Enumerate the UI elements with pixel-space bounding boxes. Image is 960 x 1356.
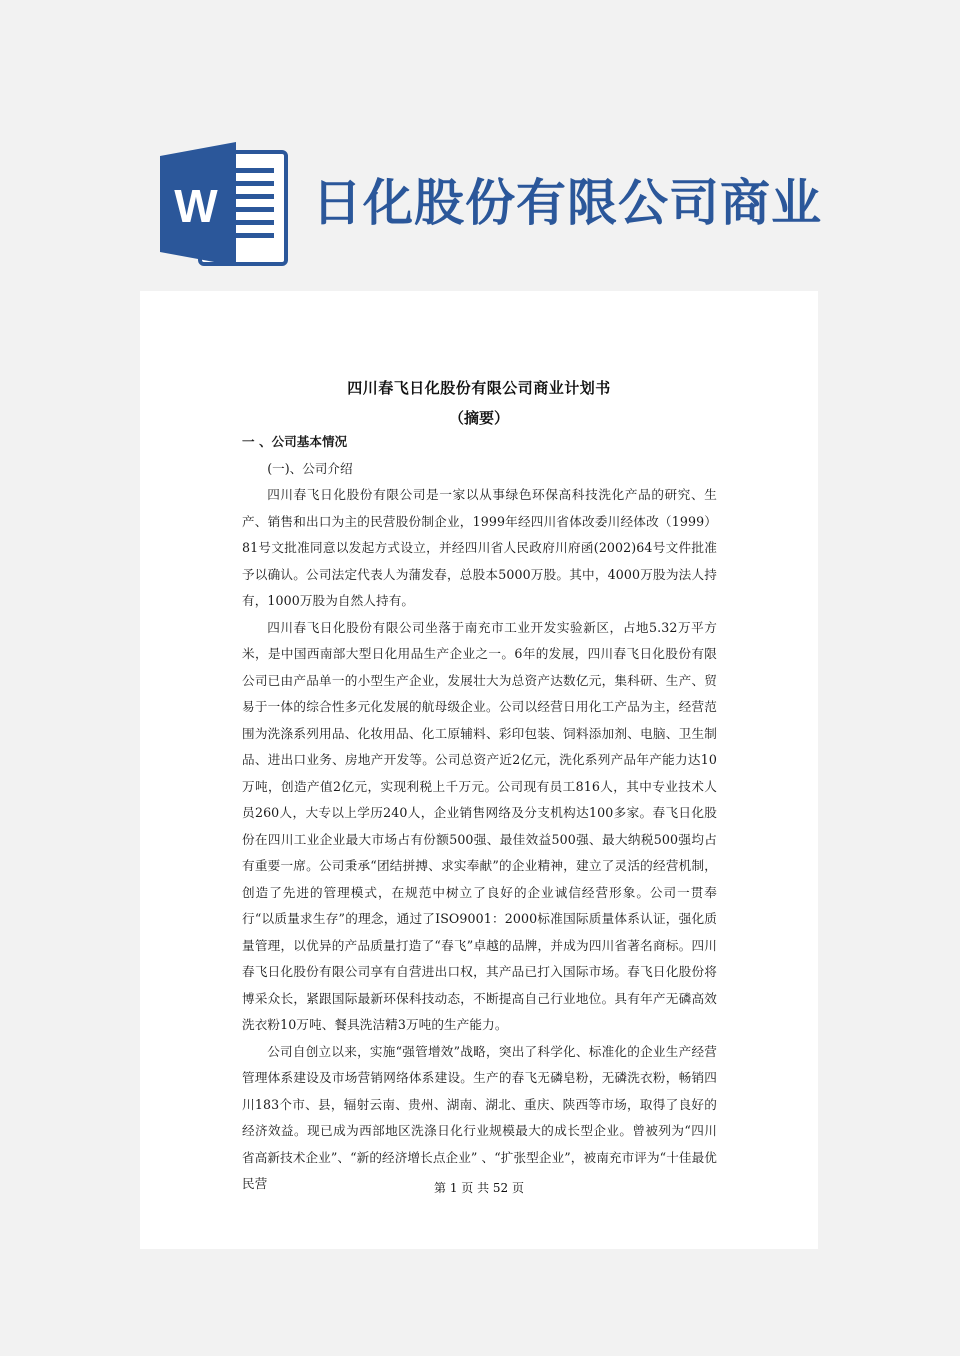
paragraph-3: 公司自创立以来，实施“强管增效”战略，突出了科学化、标准化的企业生产经营管理体系建设及市场营销网络体系建设。生产的春飞无磷皂粉，无磷洗衣粉，畅销四川183个市、县，辐射云南、贵州、湖南、湖北、重庆、陕西等市场，取得了良好的经济效益。现已成为西部地区洗涤日化行业规模最大的成长型企业。曾被列为“四川省高新技术企业”、“新的经济增长点企业” 、“扩张型企业”，被南充市评为“十佳最优民营	[242, 1043, 717, 1191]
document-subtitle: （摘要）	[448, 409, 509, 427]
word-icon-letter: W	[174, 180, 218, 232]
paragraph-1: 四川春飞日化股份有限公司是一家以从事绿色环保高科技洗化产品的研究、生产、销售和出口为主的民营股份制企业，1999年经四川省体改委川经体改（1999）81号文批准同意以发起方式设立，并经四川省人民政府川府函(2002)64号文件批准予以确认。公司法定代表人为蒲发春，总股本5000万股。其中，4000万股为法人持有，1000万股为自然人持有。	[242, 487, 717, 608]
header-banner	[0, 0, 960, 290]
document-page	[140, 291, 818, 1249]
word-document-icon	[160, 140, 288, 268]
banner-title: 日化股份有限公司商业	[312, 174, 822, 232]
subsection-heading: (一)、公司介绍	[267, 460, 353, 476]
page-footer: 第 1 页 共 52 页	[434, 1181, 524, 1195]
document-title: 四川春飞日化股份有限公司商业计划书	[347, 379, 611, 397]
paragraph-2: 四川春飞日化股份有限公司坐落于南充市工业开发实验新区，占地5.32万平方米，是中国西南部大型日化用品生产企业之一。6年的发展，四川春飞日化股份有限公司已由产品单一的小型生产企业，发展壮大为总资产达数亿元，集科研、生产、贸易于一体的综合性多元化发展的航母级企业。公司以经营日用化工产品为主，经营范围为洗涤系列用品、化妆用品、化工原辅料、彩印包装、饲料添加剂、电脑、卫生制品、进出口业务、房地产开发等。公司总资产近2亿元，洗化系列产品年产能力达10万吨，创造产值2亿元，实现利税上千万元。公司现有员工816人，其中专业技术人员260人，大专以上学历240人，企业销售网络及分支机构达100多家。春飞日化股份在四川工业企业最大市场占有份额500强、最佳效益500强、最大纳税500强均占有重要一席。公司秉承“团结拼搏、求实奉献”的企业精神，建立了灵活的经营机制，创造了先进的管理模式，在规范中树立了良好的企业诚信经营形象。公司一贯奉行“以质量求生存”的理念，通过了ISO9001：2000标准国际质量体系认证，强化质量管理，以优异的产品质量打造了“春飞”卓越的品牌，并成为四川省著名商标。四川春飞日化股份有限公司享有自营进出口权，其产品已打入国际市场。春飞日化股份将博采众长，紧跟国际最新环保科技动态，不断提高自己行业地位。具有年产无磷高效洗衣粉10万吨、餐具洗洁精3万吨的生产能力。	[242, 619, 717, 1032]
section-heading: 一 、公司基本情况	[242, 434, 348, 449]
document-body	[242, 429, 717, 1198]
